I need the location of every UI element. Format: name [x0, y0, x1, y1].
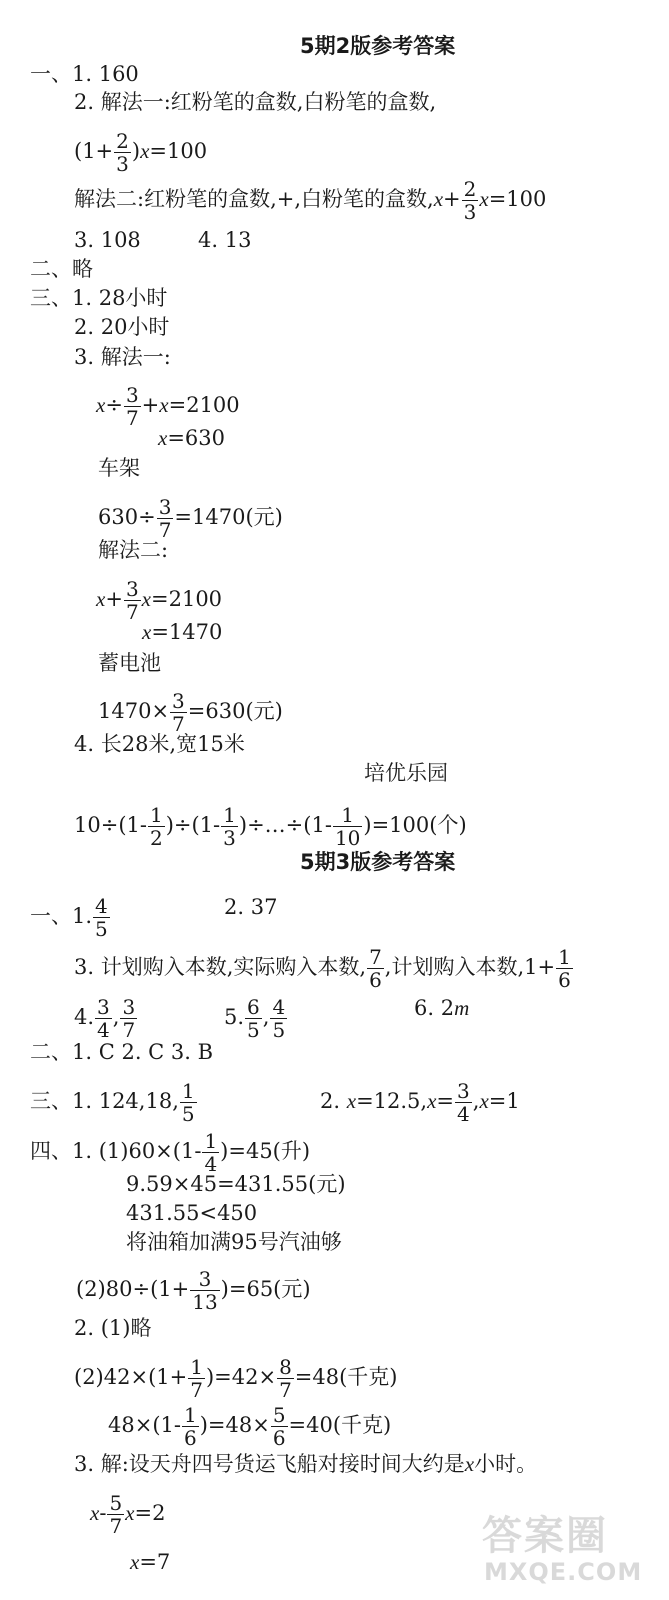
answer-p2-4-1-4: 将油箱加满95号汽油够: [126, 1230, 342, 1254]
fraction: $\frac{1}{3}$: [223, 803, 236, 850]
equation-3c: 630÷ $\frac{3}{7}$ =1470(元): [98, 495, 283, 542]
fraction: $\frac{1}{7}$: [190, 1355, 203, 1402]
answer-p2-3-2: 2. x=12.5,x= $\frac{3}{4}$ ,x=1: [320, 1079, 520, 1126]
fraction: $\frac{1}{6}$: [558, 945, 571, 992]
answer-p2-4-1-5: (2)80÷(1+ $\frac{3}{13}$ )=65(元): [76, 1267, 311, 1314]
answer-3-3: 3. 解法一:: [74, 345, 171, 369]
answer-p2-4-2-2: (2)42×(1+ $\frac{1}{7}$ )=42× $\frac{8}{7}$ =48(千克): [74, 1355, 398, 1402]
label-battery: 蓄电池: [98, 651, 161, 675]
fraction: $\frac{3}{7}$: [172, 689, 185, 736]
garden-title: 培优乐园: [364, 761, 448, 785]
equation-3a: x÷ $\frac{3}{7}$ +x=2100: [96, 383, 240, 430]
method-2-line: 解法二:红粉笔的盒数,+,白粉笔的盒数,x+ $\frac{2}{3}$ x=100: [74, 177, 547, 224]
fraction: $\frac{3}{7}$: [122, 995, 136, 1042]
fraction: $\frac{1}{10}$: [334, 803, 361, 850]
answer-p2-1-2: 2. 37: [224, 895, 278, 919]
fraction: $\frac{1}{5}$: [181, 1079, 195, 1126]
equation-3e: x=1470: [142, 620, 223, 644]
answer-p2-4-2-3: 48×(1- $\frac{1}{6}$ )=48× $\frac{5}{6}$ =40(千克): [108, 1403, 392, 1450]
answer-2: 二、略: [30, 257, 93, 281]
answer-3-1: 三、1. 28小时: [30, 286, 168, 310]
equation-p2-4-3b: x=7: [130, 1550, 171, 1574]
section-title-issue5-page3: 5期3版参考答案: [300, 850, 456, 874]
watermark-logo: 答案圈 MXQE.COM: [482, 1513, 643, 1586]
answer-p2-1-5: 5. $\frac{6}{5}$ , $\frac{4}{5}$: [224, 995, 286, 1042]
fraction: $\frac{2}{3}$: [463, 177, 477, 224]
answer-p2-4-1-1: 四、1. (1)60×(1- $\frac{1}{4}$ )=45(升): [30, 1129, 311, 1176]
fraction: $\frac{1}{6}$: [183, 1403, 197, 1450]
answer-1-4: 4. 13: [198, 228, 252, 252]
label-frame: 车架: [98, 456, 140, 480]
equation-3f: 1470× $\frac{3}{7}$ =630(元): [98, 689, 283, 736]
answer-p2-1-3: 3. 计划购入本数,实际购入本数, $\frac{7}{6}$ ,计划购入本数,1+ $\frac{1}{6}$: [74, 945, 571, 992]
fraction: $\frac{3}{7}$: [158, 495, 172, 542]
fraction: $\frac{5}{7}$: [109, 1491, 123, 1538]
equation-p2-4-3a: x- $\frac{5}{7}$ x=2: [90, 1491, 166, 1538]
fraction: $\frac{8}{7}$: [279, 1355, 292, 1402]
equation-3b: x=630: [158, 426, 226, 450]
answer-p2-1-4: 4. $\frac{3}{4}$ , $\frac{3}{7}$: [74, 995, 136, 1042]
answer-3-2: 2. 20小时: [74, 315, 170, 339]
fraction: $\frac{5}{6}$: [272, 1403, 286, 1450]
answer-p2-1-6: 6. 2m: [414, 996, 470, 1020]
fraction: $\frac{2}{3}$: [116, 129, 129, 176]
answer-p2-4-1-2: 9.59×45=431.55(元): [126, 1172, 346, 1196]
answer-1-3: 3. 108: [74, 228, 141, 252]
equation-3d: x+ $\frac{3}{7}$ x=2100: [96, 577, 223, 624]
fraction: $\frac{1}{2}$: [149, 803, 163, 850]
fraction: $\frac{3}{4}$: [97, 995, 110, 1042]
fraction: $\frac{3}{7}$: [125, 577, 139, 624]
answer-p2-3-1: 三、1. 124,18, $\frac{1}{5}$: [30, 1079, 195, 1126]
fraction: $\frac{6}{5}$: [247, 995, 260, 1042]
answer-1-1: 一、1. 160: [30, 62, 139, 86]
answer-1-2: 2. 解法一:红粉笔的盒数,白粉笔的盒数,: [74, 90, 437, 114]
answer-p2-4-3: 3. 解:设天舟四号货运飞船对接时间大约是x小时。: [74, 1452, 538, 1476]
fraction: $\frac{3}{4}$: [457, 1079, 470, 1126]
answer-p2-2: 二、1. C 2. C 3. B: [30, 1040, 214, 1064]
answer-p2-4-2: 2. (1)略: [74, 1316, 152, 1340]
answer-3-4: 4. 长28米,宽15米: [74, 732, 245, 756]
garden-equation: 10÷(1- $\frac{1}{2}$ )÷(1- $\frac{1}{3}$ )÷…÷(1- $\frac{1}{10}$ )=100(个): [74, 803, 467, 850]
answer-p2-1-1: 一、1. $\frac{4}{5}$: [30, 894, 108, 941]
fraction: $\frac{1}{4}$: [204, 1129, 218, 1176]
equation-1: (1+ $\frac{2}{3}$ )x=100: [74, 129, 208, 176]
fraction: $\frac{3}{7}$: [125, 383, 139, 430]
fraction: $\frac{4}{5}$: [272, 995, 286, 1042]
fraction: $\frac{3}{13}$: [192, 1267, 218, 1314]
section-title-issue5-page2: 5期2版参考答案: [300, 34, 456, 58]
answer-p2-4-1-3: 431.55<450: [126, 1201, 258, 1225]
fraction: $\frac{7}{6}$: [369, 945, 382, 992]
fraction: $\frac{4}{5}$: [95, 894, 108, 941]
method-2-title: 解法二:: [98, 538, 169, 562]
